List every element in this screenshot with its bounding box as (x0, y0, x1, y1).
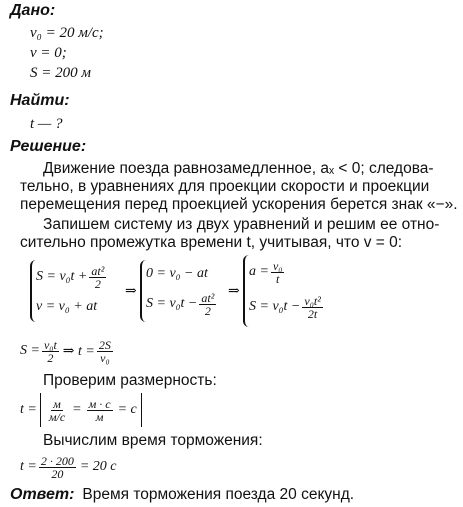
solution-text-line: Запишем систему из двух уравнений и решим ее отно- (43, 216, 440, 233)
fraction (39, 455, 76, 480)
implies-arrow: ⇒ (125, 284, 137, 299)
answer-line (10, 486, 354, 504)
fraction (97, 339, 113, 364)
denominator: м/с (48, 409, 66, 424)
numerator: 2S (98, 337, 111, 352)
given-s: S = 200 м (30, 65, 91, 81)
dimension-bracket (40, 393, 142, 427)
equation-system-1 (30, 260, 108, 322)
compute-label: Вычислим время торможения: (43, 432, 263, 449)
numerator: at² (201, 290, 215, 305)
fraction (47, 398, 67, 423)
check-label: Проверим размерность: (43, 372, 217, 389)
solution-text-line: перемещения перед проекцией ускорения берется знак «−». (20, 196, 458, 213)
solution-text-line: тельно, в уравнениях для проекции скорости и проекции (20, 178, 430, 195)
find-t: t — ? (30, 116, 63, 132)
denominator: t (276, 271, 280, 286)
numerator: at² (91, 263, 105, 278)
eq-sys2-b: S = v₀t − (146, 296, 198, 311)
fraction (89, 265, 106, 290)
dim-result: = с (117, 402, 137, 417)
denominator: 2t (307, 306, 318, 321)
eq-sys3-a: a = (249, 264, 269, 279)
equation-s-t (20, 334, 115, 368)
denominator: м (95, 409, 104, 424)
given-v0: v₀ = 20 м/с; (30, 25, 104, 41)
fraction (271, 260, 285, 285)
solution-text-line: Движение поезда равнозамедленное, aₓ < 0; следова- (43, 160, 434, 177)
denominator: 2 (204, 303, 211, 318)
eq-sys2-a: 0 = v₀ − at (146, 266, 208, 281)
eq-s-lhs: S = (20, 343, 40, 358)
dimension-check (20, 392, 142, 428)
fraction (87, 398, 113, 423)
fraction (199, 292, 216, 317)
numerator: v₀t² (304, 293, 321, 308)
denominator: 20 (51, 466, 64, 481)
denominator: 2 (47, 350, 54, 365)
eq-sys1-a: S = v₀t + (36, 269, 88, 284)
calc-lhs: t = (20, 459, 37, 474)
dim-eq: = (72, 402, 82, 417)
answer-text: Время торможения поезда 20 секунд. (82, 486, 355, 503)
eq-sys3-b: S = v₀t − (249, 299, 301, 314)
fraction (42, 339, 59, 364)
fraction (302, 295, 322, 320)
eq-sys1-b: v = v₀ + at (36, 299, 98, 314)
numerator: м · с (88, 396, 111, 411)
solution-heading: Решение: (10, 138, 87, 155)
dim-lhs: t = (20, 402, 37, 417)
given-heading: Дано: (10, 2, 56, 19)
numerator: v₀t (43, 337, 57, 352)
numerator: 2 · 200 (40, 453, 74, 468)
eq-t-lhs: ⇒ t = (62, 343, 95, 359)
given-v: v = 0; (30, 45, 67, 61)
denominator: 2 (94, 276, 101, 291)
solution-text-line: сительно промежутка времени t, учитывая, что v = 0: (20, 234, 403, 251)
denominator: v₀ (100, 350, 110, 365)
calc-result: = 20 с (79, 459, 117, 474)
equation-system-2 (140, 260, 218, 322)
find-heading: Найти: (10, 92, 70, 109)
equation-system-3 (243, 255, 325, 327)
numerator: v₀ (272, 258, 283, 273)
answer-heading: Ответ: (10, 486, 75, 503)
implies-arrow: ⇒ (228, 284, 240, 299)
time-calculation (20, 450, 117, 484)
numerator: м (53, 396, 61, 411)
